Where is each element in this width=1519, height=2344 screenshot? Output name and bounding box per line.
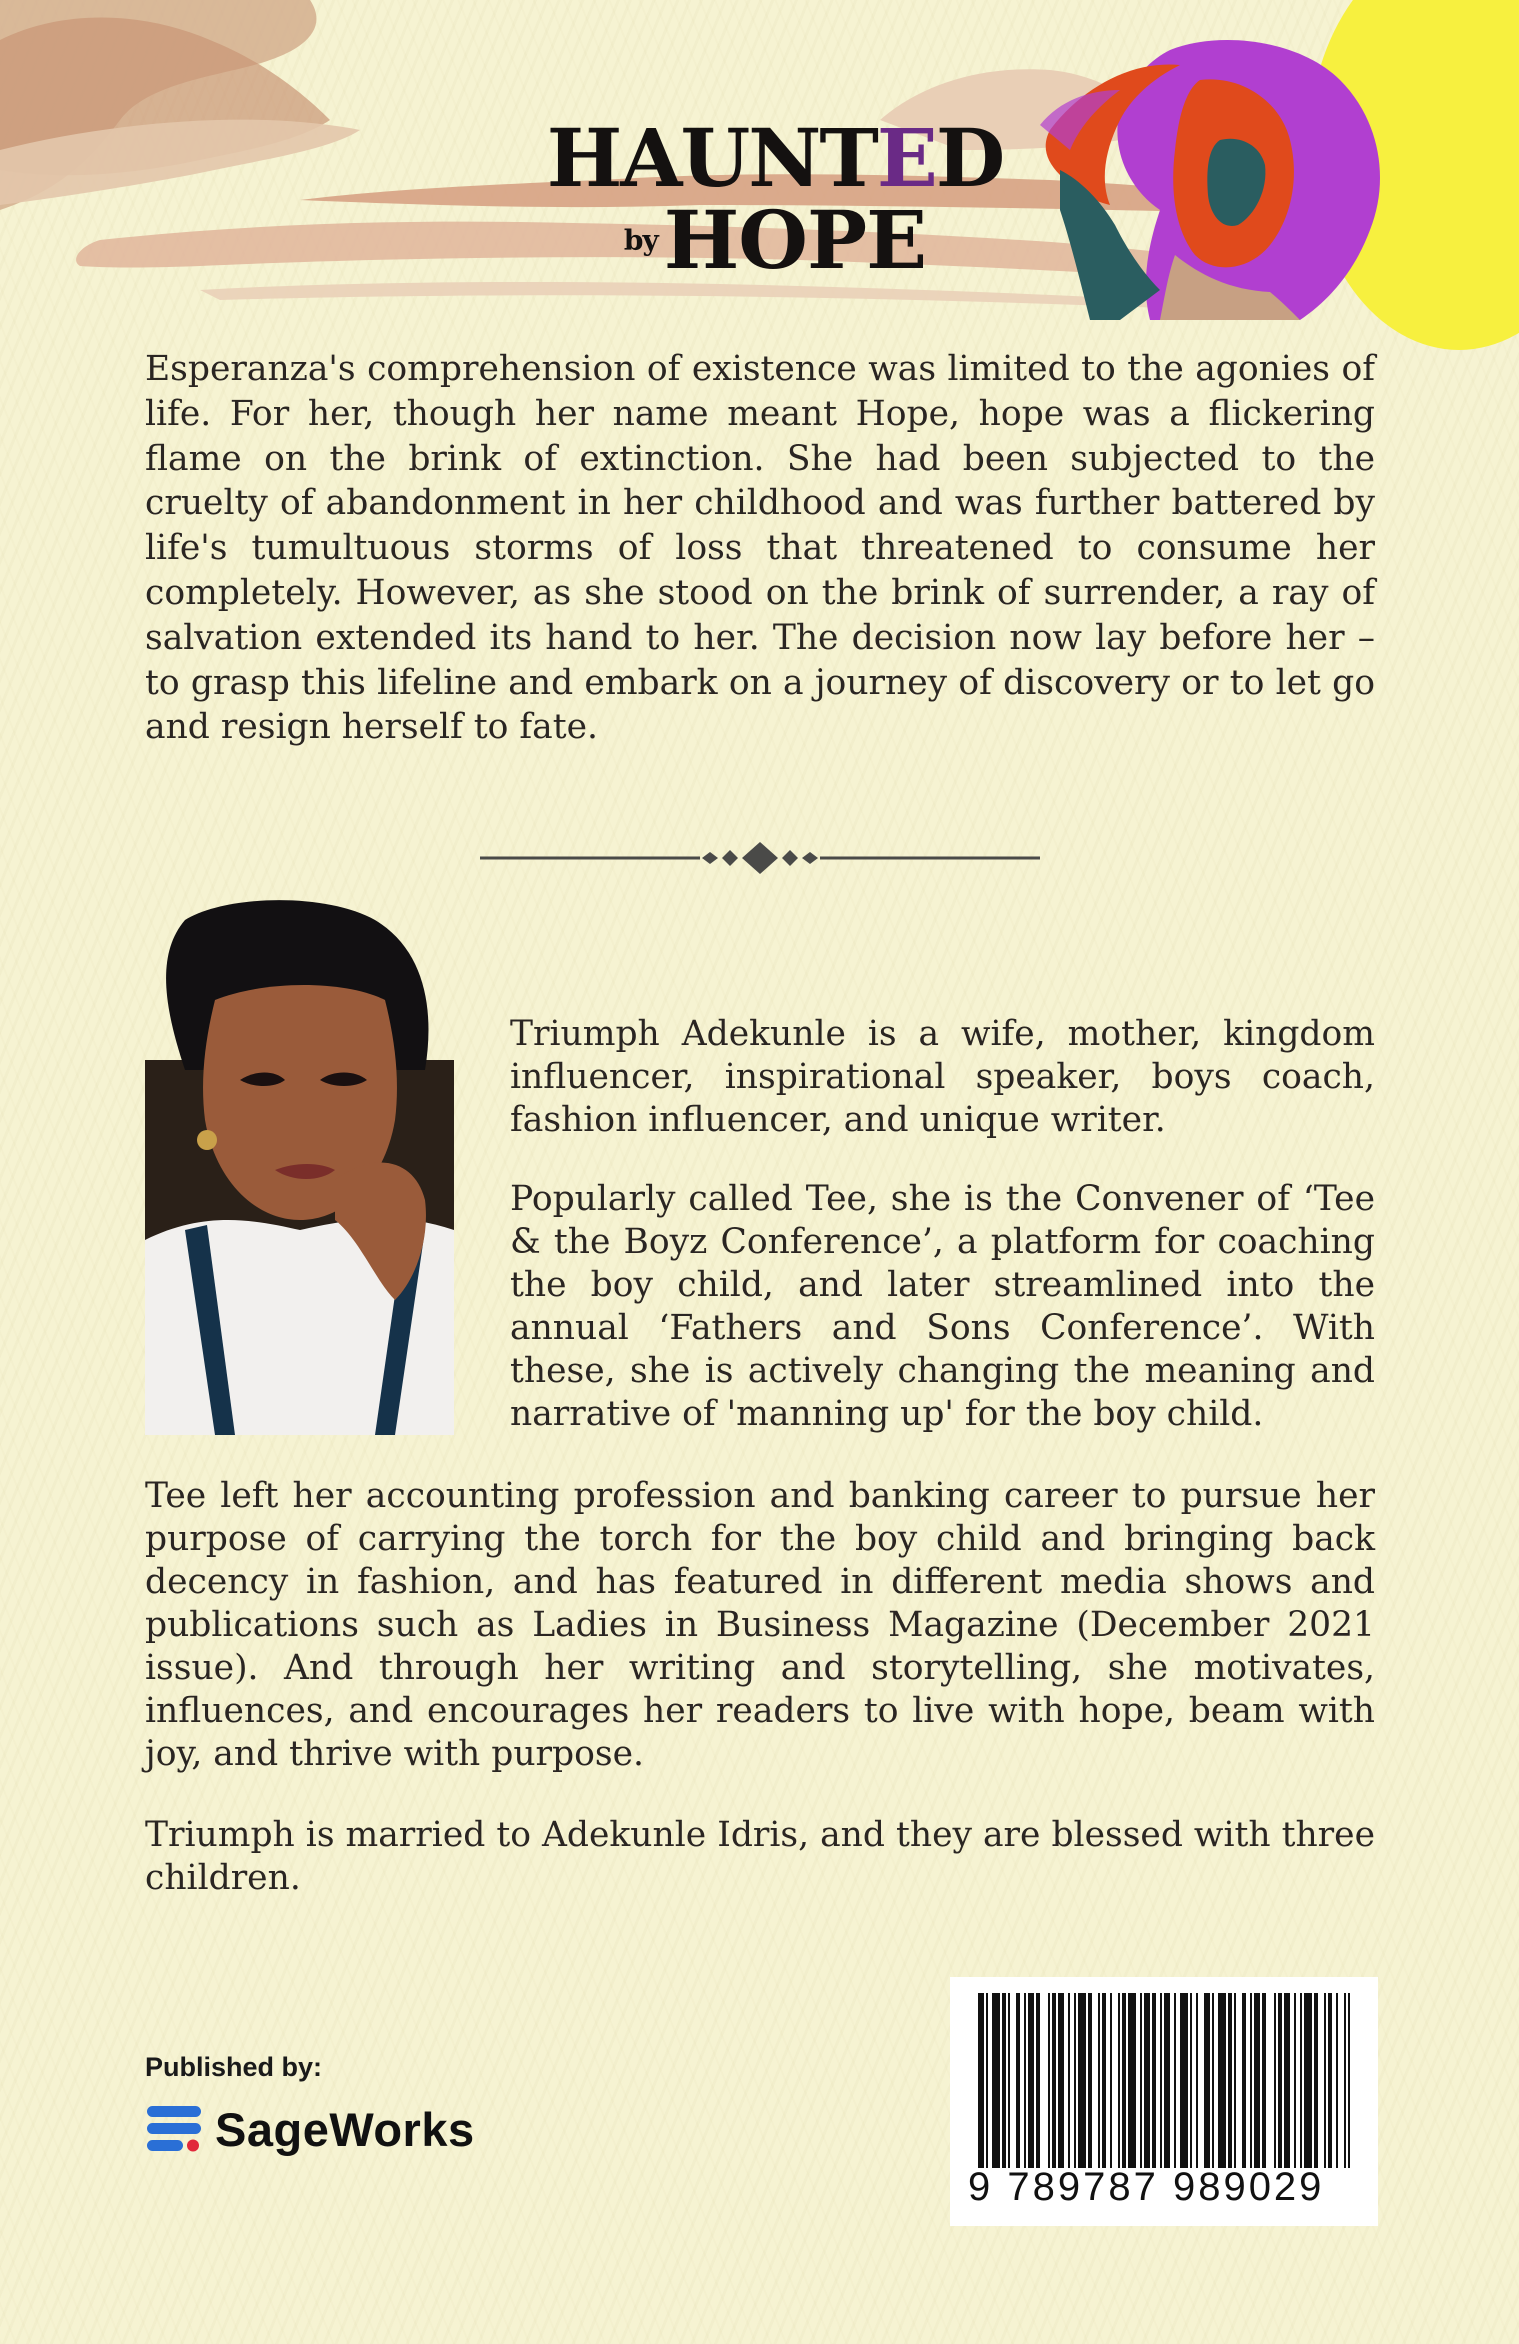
author-bio-paragraph-3: Tee left her accounting profession and banking career to pursue her purpose of carrying the torch for the boy child and bringing back decency in fashion, and has featured in different media shows and publications such as Ladies in Business Magazine (December 2021 issue). And through her writing and storytelling, she motivates, influences, and encourages her readers to live with hope, beam with joy, and thrive with purpose. (145, 1476, 1375, 1774)
barcode-bar (1324, 1993, 1326, 2168)
barcode-bar (1274, 1993, 1276, 2168)
barcode-bars (978, 1993, 1350, 2168)
barcode-bar (1128, 1993, 1136, 2168)
title-d: D (935, 111, 1004, 205)
barcode-bar (1052, 1993, 1056, 2168)
published-by-label: Published by: (145, 2052, 323, 2082)
barcode-bar (1262, 1993, 1266, 2168)
barcode-bar (1068, 1993, 1070, 2168)
barcode-bar (1196, 1993, 1198, 2168)
barcode-bar (1242, 1993, 1246, 2168)
barcode-bar (1328, 1993, 1332, 2168)
barcode-bar (1278, 1993, 1282, 2168)
barcode-bar (1016, 1993, 1020, 2168)
barcode-bar (1336, 1993, 1338, 2168)
barcode-bar (986, 1993, 988, 2168)
barcode-bar (1314, 1993, 1318, 2168)
barcode-bar (1088, 1993, 1092, 2168)
barcode-bar (1348, 1993, 1350, 2168)
title-line-2 (545, 193, 1005, 287)
author-bio-paragraph-4: Triumph is married to Adekunle Idris, and they are blessed with three children. (145, 1815, 1375, 1898)
barcode-bar (1002, 1993, 1006, 2168)
barcode-bar (1212, 1993, 1214, 2168)
publisher-name: SageWorks (215, 2102, 475, 2156)
barcode-bar (1024, 1993, 1026, 2168)
title-by: by (623, 224, 658, 257)
barcode-bar (1164, 1993, 1170, 2168)
barcode-bar (1204, 1993, 1210, 2168)
barcode-bar (1234, 1993, 1236, 2168)
barcode-bar (1036, 1993, 1040, 2168)
barcode-bar (1048, 1993, 1050, 2168)
barcode-bar (1294, 1993, 1296, 2168)
barcode-bar (1174, 1993, 1176, 2168)
barcode-bar (1102, 1993, 1106, 2168)
author-photo (145, 900, 454, 1435)
barcode-bar (1008, 1993, 1010, 2168)
barcode-bar (1078, 1993, 1086, 2168)
barcode-bar (1028, 1993, 1034, 2168)
barcode-bar (1118, 1993, 1120, 2168)
book-synopsis: Esperanza's comprehension of existence was limited to the agonies of life. For her, though her name meant Hope, hope was a flickering flame on the brink of extinction. She had been subjected to the cruelty of abandonment in her childhood and was further battered by life's tumultuous storms of loss that threatened to consume her completely. However, as she stood on the brink of surrender, a ray of salvation extended its hand to her. The decision now lay before her – to grasp this lifeline and embark on a journey of discovery or to let go and resign herself to fate. (145, 349, 1375, 748)
publisher-logo (145, 2100, 475, 2158)
title-accent-letter: E (876, 111, 936, 205)
barcode-bar (1218, 1993, 1226, 2168)
sageworks-logo-icon (145, 2100, 203, 2158)
barcode-bar (1160, 1993, 1162, 2168)
ornamental-divider (480, 838, 1040, 878)
barcode-bar (1180, 1993, 1188, 2168)
barcode-bar (1228, 1993, 1232, 2168)
author-bio-paragraph-1: Triumph Adekunle is a wife, mother, kingdom influencer, inspirational speaker, boys coach, fashion influencer, and unique writer. (510, 1014, 1375, 1140)
barcode-bar (1304, 1993, 1312, 2168)
barcode-bar (1122, 1993, 1126, 2168)
barcode-bar (1284, 1993, 1290, 2168)
barcode-bar (1300, 1993, 1302, 2168)
barcode-bar (1058, 1993, 1064, 2168)
barcode-bar (1344, 1993, 1346, 2168)
author-bio-paragraph-2: Popularly called Tee, she is the Convener of ‘Tee & the Boyz Conference’, a platform for coaching the boy child, and later streamlined into the annual ‘Fathers and Sons Conference’. With these, she is actively changing the meaning and narrative of 'manning up' for the boy child. (510, 1179, 1375, 1434)
barcode-bar (1140, 1993, 1142, 2168)
woman-portrait-illustration (1000, 30, 1430, 320)
barcode-bar (1250, 1993, 1252, 2168)
barcode-bar (992, 1993, 1000, 2168)
isbn-number: 9 789787 989029 (968, 2165, 1325, 2209)
barcode-bar (1098, 1993, 1100, 2168)
barcode-bar (1074, 1993, 1076, 2168)
title-haunt: HAUNT (546, 111, 877, 205)
barcode-bar (1144, 1993, 1150, 2168)
book-title (545, 111, 1005, 287)
title-hope: HOPE (663, 193, 927, 287)
barcode-bar (978, 1993, 984, 2168)
barcode-bar (1190, 1993, 1192, 2168)
isbn-barcode (950, 1977, 1378, 2226)
barcode-bar (1152, 1993, 1156, 2168)
title-line-1 (545, 111, 1005, 205)
barcode-bar (1254, 1993, 1260, 2168)
barcode-bar (1110, 1993, 1112, 2168)
